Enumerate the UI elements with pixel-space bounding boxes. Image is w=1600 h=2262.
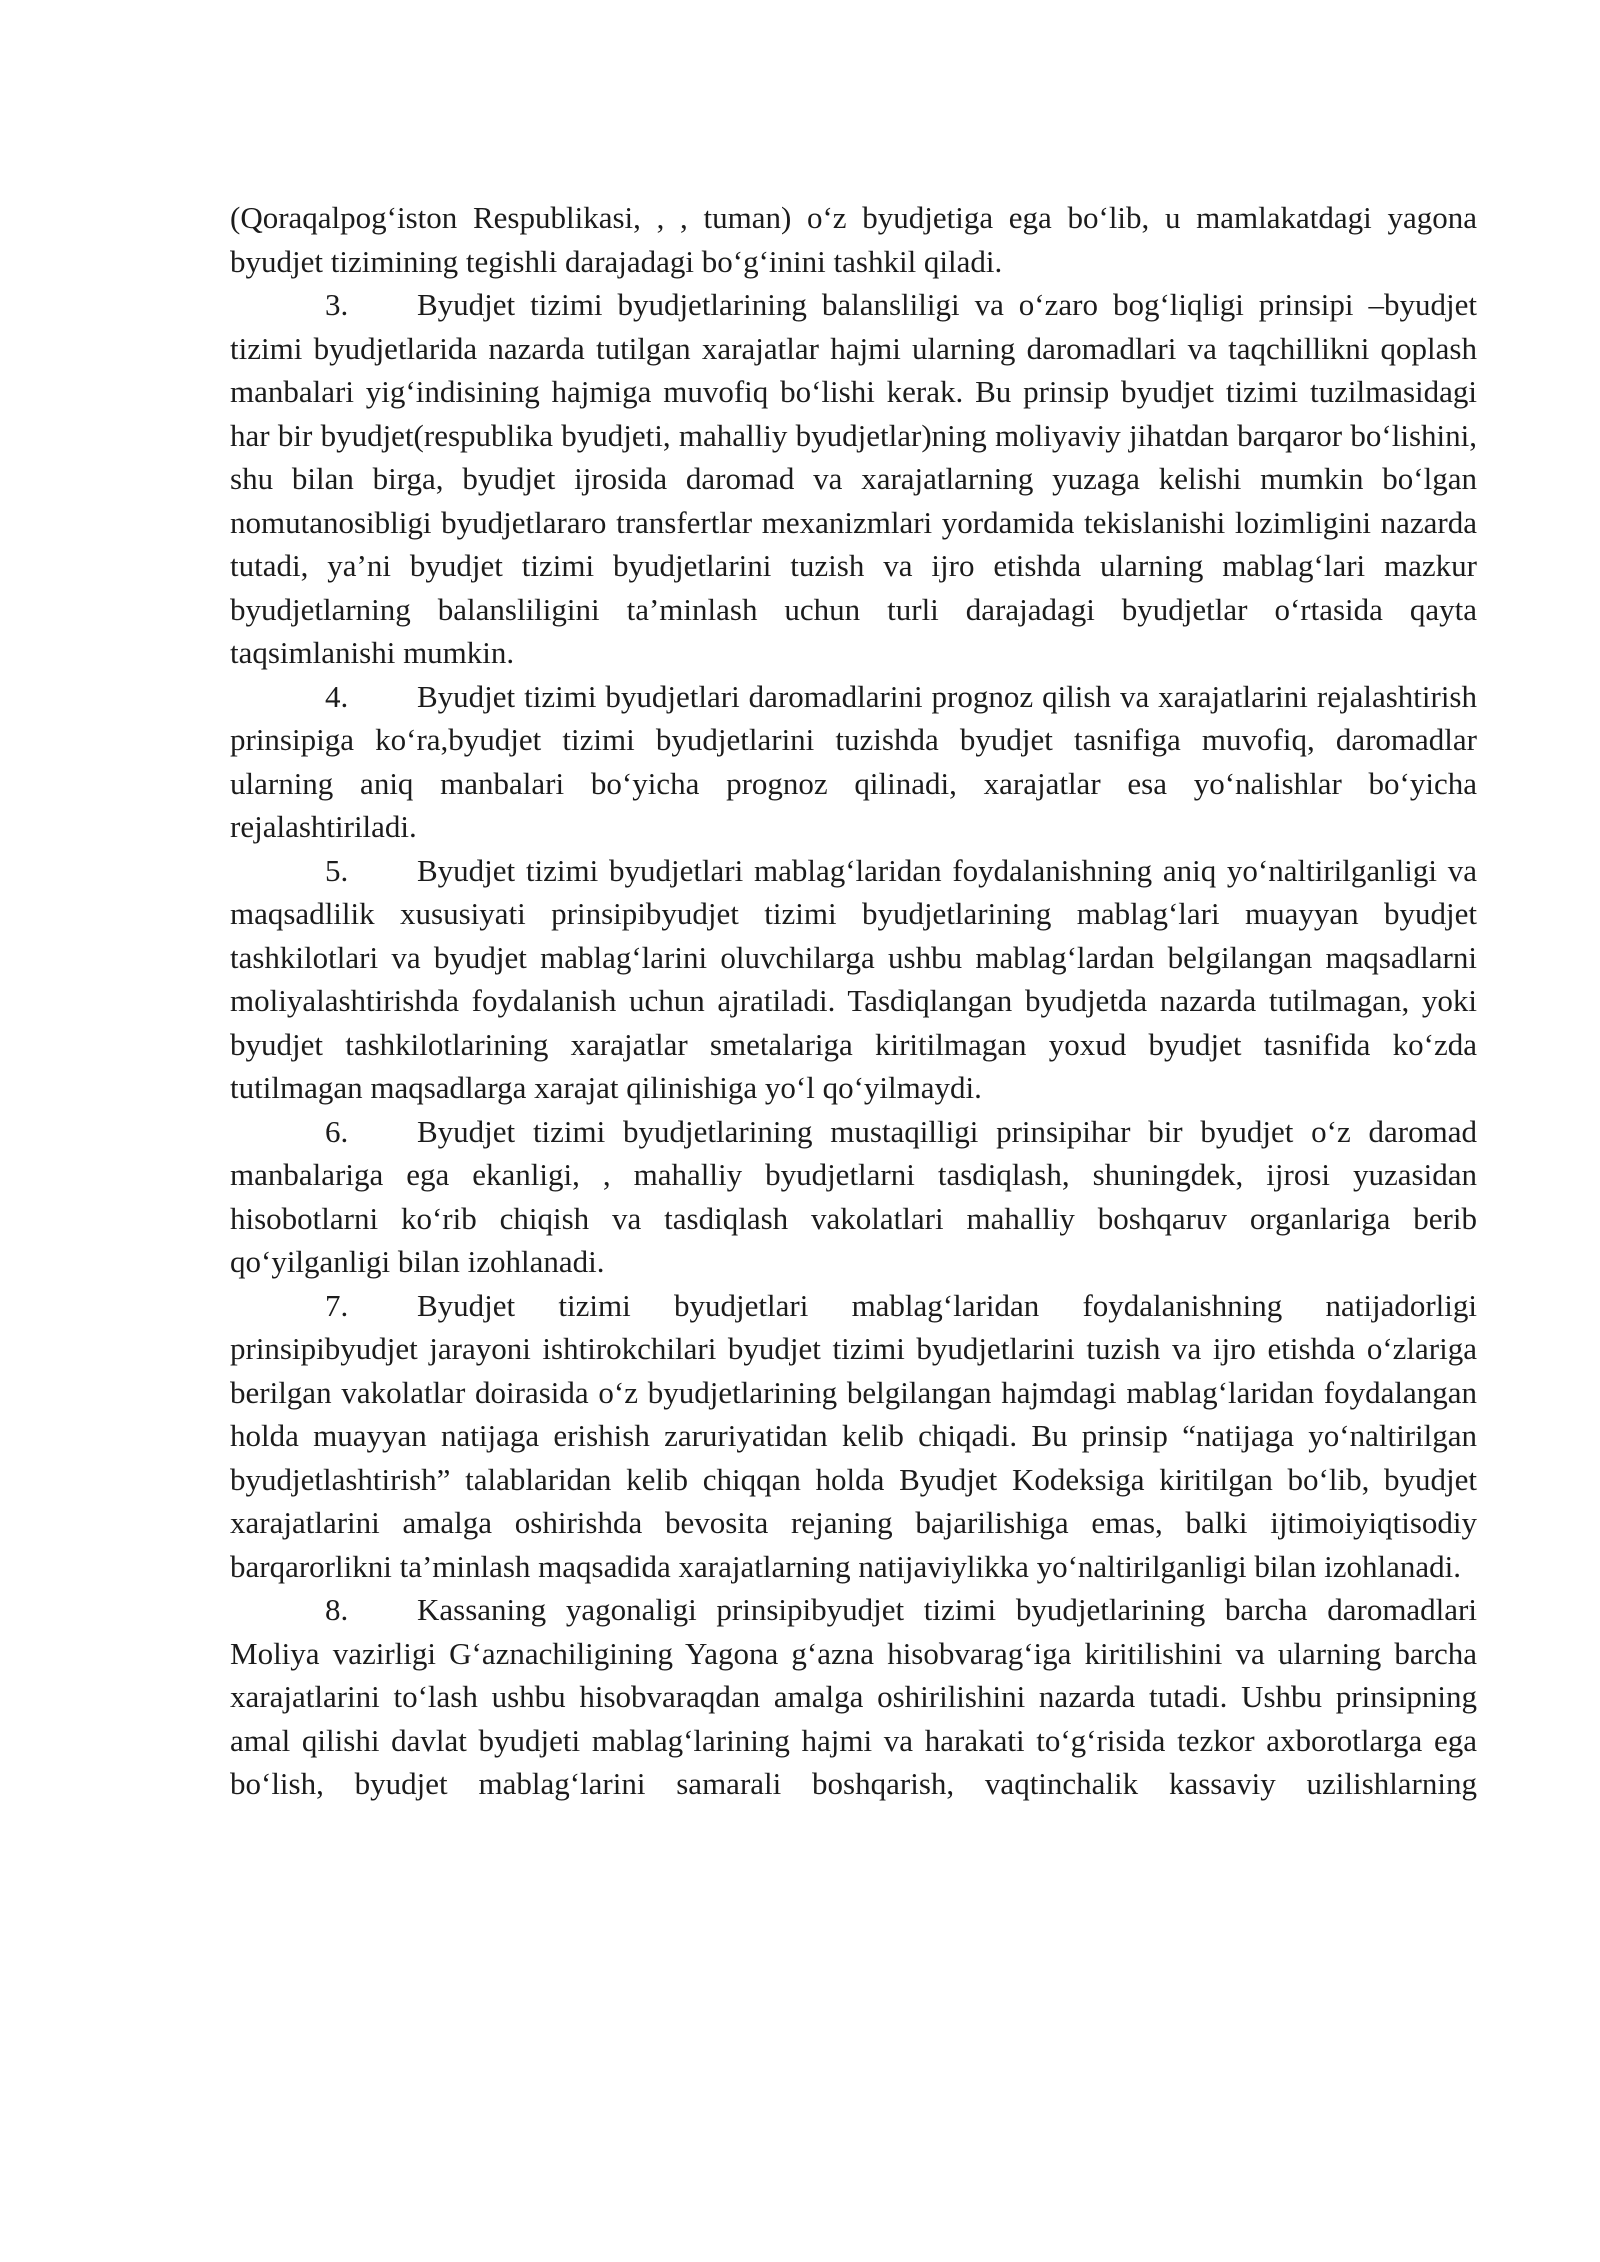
intro-paragraph: (Qoraqalpog‘iston Respublikasi, , , tuman) o‘z byudjetiga ega bo‘lib, u mamlakatdagi yagona byudjet tizimining tegishli darajadagi bo‘g‘inini tashkil qiladi.	[230, 200, 1477, 279]
principle-item-5	[230, 849, 1477, 1110]
principle-item-4	[230, 675, 1477, 849]
item-number: 6.	[325, 1113, 349, 1149]
item-text: Kassaning yagonaligi prinsipibyudjet tizimi byudjetlarining barcha daromadlari Moliya vazirligi G‘aznachiligining Yagona g‘azna hisobvarag‘iga kiritilishini va ularning barcha xarajatlarini to‘lash ushbu hisobvaraqdan amalga oshirilishini nazarda tutadi. Ushbu prinsipning amal qilishi davlat byudjeti mablag‘larining hajmi va harakati to‘g‘risida tezkor axborotlarga ega bo‘lish, byudjet mablag‘larini samarali boshqarish, vaqtinchalik kassaviy uzilishlarning	[230, 1592, 1477, 1801]
item-number: 3.	[325, 287, 349, 322]
principle-item-8	[230, 1588, 1477, 1806]
item-number: 8.	[325, 1592, 349, 1627]
principle-item-6	[230, 1110, 1477, 1284]
item-text: Byudjet tizimi byudjetlarining balansliligi va o‘zaro bog‘liqligi prinsipi –byudjet tizimi byudjetlarida nazarda tutilgan xarajatlar hajmi ularning daromadlari va taqchillikni qoplash manbalari yig‘indisining hajmiga muvofiq bo‘lishi kerak. Bu prinsip byudjet tizimi tuzilmasidagi har bir byudjet(respublika byudjeti, mahalliy byudjetlar)ning moliyaviy jihatdan barqaror bo‘lishini, shu bilan birga, byudjet ijrosida daromad va xarajatlarning yuzaga kelishi mumkin bo‘lgan nomutanosibligi byudjetlararo transfertlar mexanizmlari yordamida tekislanishi lozimligini nazarda tutadi, ya’ni byudjet tizimi byudjetlarini tuzish va ijro etishda ularning mablag‘lari mazkur byudjetlarning balansliligini ta’minlash uchun turli darajadagi byudjetlar o‘rtasida qayta taqsimlanishi mumkin.	[230, 287, 1477, 670]
item-text: Byudjet tizimi byudjetlari mablag‘laridan foydalanishning aniq yo‘naltirilganligi va maqsadlilik xususiyati prinsipibyudjet tizimi byudjetlarining mablag‘lari muayyan byudjet tashkilotlari va byudjet mablag‘larini oluvchilarga ushbu mablag‘lardan belgilangan maqsadlarni moliyalashtirishda foydalanish uchun ajratiladi. Tasdiqlangan byudjetda nazarda tutilmagan, yoki byudjet tashkilotlarining xarajatlar smetalariga kiritilmagan yoxud byudjet tasnifida ko‘zda tutilmagan maqsadlarga xarajat qilinishiga yo‘l qo‘yilmaydi.	[230, 852, 1477, 1105]
principle-item-3	[230, 283, 1477, 675]
item-number: 5.	[325, 852, 349, 888]
item-text: Byudjet tizimi byudjetlari daromadlarini prognoz qilish va xarajatlarini rejalashtirish prinsipiga ko‘ra,byudjet tizimi byudjetlarini tuzishda byudjet tasnifiga muvofiq, daromadlar ularning aniq manbalari bo‘yicha prognoz qilinadi, xarajatlar esa yo‘nalishlar bo‘yicha rejalashtiriladi.	[230, 678, 1477, 844]
document-page	[230, 196, 1477, 1806]
principle-item-7	[230, 1284, 1477, 1589]
item-number: 7.	[325, 1287, 349, 1323]
item-text: Byudjet tizimi byudjetlari mablag‘laridan foydalanishning natijadorligi prinsipibyudjet jarayoni ishtirokchilari byudjet tizimi byudjetlarini tuzish va ijro etishda o‘zlariga berilgan vakolatlar doirasida o‘z byudjetlarining belgilangan hajmdagi mablag‘laridan foydalangan holda muayyan natijaga erishish zaruriyatidan kelib chiqadi. Bu prinsip “natijaga yo‘naltirilgan byudjetlashtirish” talablaridan kelib chiqqan holda Byudjet Kodeksiga kiritilgan bo‘lib, byudjet xarajatlarini amalga oshirishda bevosita rejaning bajarilishiga emas, balki ijtimoiyiqtisodiy barqarorlikni ta’minlash maqsadida xarajatlarning natijaviylikka yo‘naltirilganligi bilan izohlanadi.	[230, 1287, 1477, 1584]
item-text: Byudjet tizimi byudjetlarining mustaqilligi prinsipihar bir byudjet o‘z daromad manbalariga ega ekanligi, , mahalliy byudjetlarni tasdiqlash, shuningdek, ijrosi yuzasidan hisobotlarni ko‘rib chiqish va tasdiqlash vakolatlari mahalliy boshqaruv organlariga berib qo‘yilganligi bilan izohlanadi.	[230, 1113, 1477, 1279]
item-number: 4.	[325, 678, 349, 714]
